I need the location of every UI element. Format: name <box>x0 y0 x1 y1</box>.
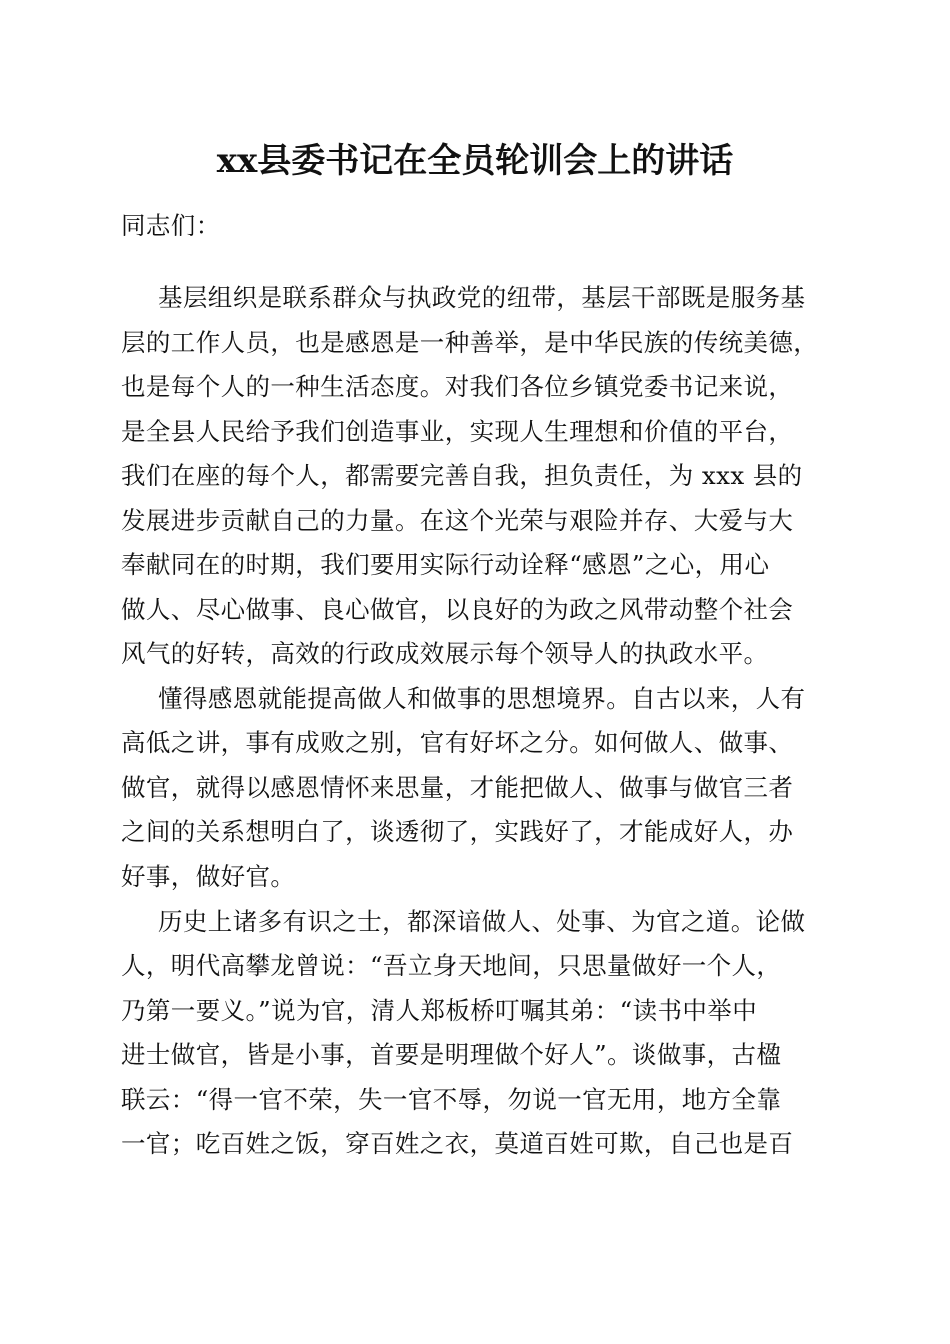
salutation: 同志们： <box>121 211 221 240</box>
paragraph-line: 懂得感恩就能提高做人和做事的思想境界。自古以来，人有 <box>158 684 806 713</box>
paragraph-line: 基层组织是联系群众与执政党的纽带，基层干部既是服务基 <box>158 283 806 312</box>
paragraph-line: 做官，就得以感恩情怀来思量，才能把做人、做事与做官三者 <box>121 773 794 802</box>
paragraph-line: 进士做官，皆是小事，首要是明理做个好人”。谈做事，古楹 <box>121 1040 782 1069</box>
paragraph-line: 历史上诸多有识之士，都深谙做人、处事、为官之道。论做 <box>158 907 806 936</box>
paragraph-line: 好事，做好官。 <box>121 862 296 891</box>
paragraph-line: 也是每个人的一种生活态度。对我们各位乡镇党委书记来说， <box>121 372 794 401</box>
paragraph-line: 层的工作人员，也是感恩是一种善举，是中华民族的传统美德， <box>121 328 819 357</box>
paragraph-line: 之间的关系想明白了，谈透彻了，实践好了，才能成好人，办 <box>121 817 794 846</box>
paragraph-line: 乃第一要义。”说为官，清人郑板桥叮嘱其弟：“读书中举中 <box>121 996 758 1025</box>
paragraph-line: 风气的好转，高效的行政成效展示每个领导人的执政水平。 <box>121 639 769 668</box>
document-title: xx县委书记在全员轮训会上的讲话 <box>216 141 734 181</box>
paragraph-line: 一官；吃百姓之饭，穿百姓之衣，莫道百姓可欺，自己也是百 <box>121 1129 794 1158</box>
paragraph-line: 做人、尽心做事、良心做官，以良好的为政之风带动整个社会 <box>121 595 794 624</box>
paragraph-line: 我们在座的每个人，都需要完善自我，担负责任，为 xxx 县的 <box>121 461 803 490</box>
paragraph-line: 是全县人民给予我们创造事业，实现人生理想和价值的平台， <box>121 417 794 446</box>
paragraph-line: 人，明代高攀龙曾说：“吾立身天地间，只思量做好一个人， <box>121 951 782 980</box>
paragraph-line: 发展进步贡献自己的力量。在这个光荣与艰险并存、大爱与大 <box>121 506 794 535</box>
paragraph-line: 高低之讲，事有成败之别，官有好坏之分。如何做人、做事、 <box>121 728 794 757</box>
paragraph-line: 奉献同在的时期，我们要用实际行动诠释“感恩”之心，用心 <box>121 550 770 579</box>
paragraph-line: 联云：“得一官不荣，失一官不辱，勿说一官无用，地方全靠 <box>121 1085 782 1114</box>
